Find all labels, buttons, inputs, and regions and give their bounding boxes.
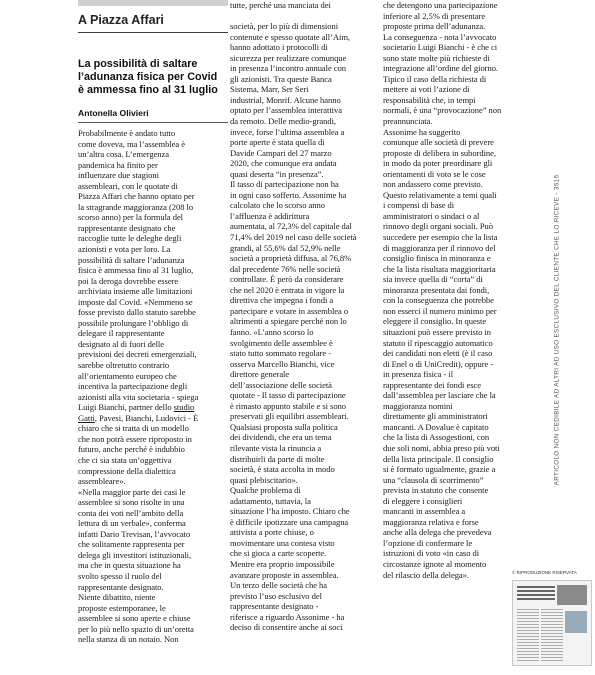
text-line: quotate - Il tasso di partecipazione	[230, 390, 346, 401]
text-line: infatti Dario Trevisan, l’avvocato	[78, 528, 191, 539]
text-line: dall’assemblea per lasciare che la	[383, 390, 496, 401]
text-line: assembleare».	[78, 476, 126, 487]
text-line: archiviata insieme alle limitazioni	[78, 286, 193, 297]
text-line: influenzare due stagioni	[78, 170, 159, 181]
text-line: distribuirli da parte di molte	[230, 453, 325, 464]
text-line: Davide Campari del 27 marzo	[230, 147, 332, 158]
text-line: direttore generale	[230, 369, 290, 380]
text-line: svolto spesso il ruolo del	[78, 570, 162, 581]
text-line: che la lista risultata maggioritaria	[383, 263, 496, 274]
text-line: attivista a porte chiuse, o	[230, 527, 314, 538]
text-line: due soli nomi, abbia preso più voti	[383, 442, 500, 453]
text-line: 71,4% del 2019 nel caso delle società	[230, 232, 357, 243]
text-line: Gatti, Pavesi, Bianchi, Ludovici - È	[78, 412, 199, 423]
text-line: istruzioni di voto «in caso di	[383, 548, 480, 559]
text-line: la stragrande maggioranza (208 lo	[78, 201, 194, 212]
text-line: stato tutto sommato regolare -	[230, 348, 332, 359]
text-line: dei candidati non eletti (è il caso	[383, 348, 493, 359]
article-column-3	[383, 0, 501, 580]
text-line: gli azionisti. Tra queste Banca	[230, 73, 332, 84]
text-line: rinnovo degli organi sociali. Può	[383, 221, 494, 232]
text-line: mancanti in assemblea a	[383, 506, 466, 517]
text-line: poi la deroga dovrebbe essere	[78, 275, 179, 286]
text-line: lettura di un verbale», conferma	[78, 518, 186, 529]
text-line: movimentare una contesa visto	[230, 537, 335, 548]
text-line: preannunciata.	[383, 116, 433, 127]
text-line: eleggere il consiglio. In queste	[383, 316, 487, 327]
text-line: della lista principale. Il consiglio	[383, 453, 494, 464]
text-line: come doveva, ma l’assemblea è	[78, 138, 186, 149]
text-line: da remoto. Delle medio-grandi,	[230, 116, 337, 127]
text-line: pandemica ha finito per	[78, 159, 158, 170]
text-line: proposte estemporanee, le	[78, 602, 166, 613]
text-line: Tipico il caso della richiesta di	[383, 73, 487, 84]
text-line: società a proprietà diffusa, al 76,8%	[230, 253, 352, 264]
side-note-text: ARTICOLO NON CEDIBILE AD ALTRI AD USO ESCLUSIVO DEL CLIENTE CHE LO RICEVE - 3616	[553, 174, 561, 486]
text-line: normali, è una “provocazione” non	[383, 105, 502, 116]
text-line: l’affluenza è addirittura	[230, 210, 310, 221]
text-line: Niente dibattito, niente	[78, 592, 156, 603]
headline-line: l’adunanza fisica per Covid	[78, 71, 218, 84]
article-column-2	[230, 0, 357, 633]
text-line: rilevante vista la rinuncia a	[230, 442, 322, 453]
text-line: Un terzo delle società che ha	[230, 580, 328, 591]
text-line: altrimenti a spiegare perché non lo	[230, 316, 347, 327]
text-line: porte aperte è stata quella di	[230, 137, 325, 148]
text-line: una “clausola di scorrimento”	[383, 474, 484, 485]
text-line: i compensi di base di	[383, 200, 455, 211]
text-line: un’altra cosa. L’emergenza	[78, 149, 170, 160]
text-line: azionisti e vota per loro. La	[78, 244, 171, 255]
text-line: che si gioca a carte scoperte.	[230, 548, 327, 559]
text-line	[230, 11, 357, 22]
text-line: ma che in questa situazione ha	[78, 560, 181, 571]
text-line: 2020, che comunque era andata	[230, 158, 337, 169]
text-line: assemblee si sono aperte e chiuse	[78, 613, 191, 624]
text-line: è rimasto appunto stabile e si sono	[230, 400, 346, 411]
text-line: che la lista di Assogestioni, con	[383, 432, 490, 443]
text-line: Il tasso di partecipazione non ha	[230, 179, 339, 190]
text-line: proposte di delibera in subordine,	[383, 147, 496, 158]
text-line: maggioranza relativa e forse	[383, 516, 479, 527]
thumbnail-column	[517, 609, 539, 661]
text-line: maggioranza nomini	[383, 400, 453, 411]
text-line: quasi plebiscitario».	[230, 474, 298, 485]
thumbnail-photo	[557, 585, 587, 605]
text-line: situazioni può essere previsto in	[383, 326, 492, 337]
text-line: dei dividendi, che era un tema	[230, 432, 332, 443]
text-line: che detengono una partecipazione	[383, 0, 498, 10]
text-line: hanno adottato i protocolli di	[230, 42, 328, 53]
text-line: Sistema, Marr, Ser Seri	[230, 84, 309, 95]
text-line: rappresentante designato che	[78, 222, 176, 233]
text-line: direttiva che impegna i fondi a	[230, 295, 334, 306]
text-line: partecipare e votare in assemblea o	[230, 305, 349, 316]
text-line: è difficile ipotizzare una campagna	[230, 516, 349, 527]
thumbnail-column	[541, 609, 563, 661]
text-line: si è formato ugualmente, grazie a	[383, 464, 496, 475]
text-line: inferiore al 2,5% di presentare	[383, 10, 486, 21]
text-line: assemblee si sono risolte in una	[78, 497, 185, 508]
text-line: mettere ai voti l’azione di	[383, 84, 470, 95]
text-line: direttamente gli amministratori	[383, 411, 488, 422]
text-line: svolgimento delle assemblee è	[230, 337, 333, 348]
text-line: anche alla delega che prevedeva	[383, 527, 492, 538]
text-line: Questo relativamente a temi quali	[383, 189, 497, 200]
text-line: sicurezza per realizzare comunque	[230, 52, 347, 63]
text-line: optato per l’assemblea interattiva	[230, 105, 342, 116]
text-line: non andassero come previsto.	[383, 179, 483, 190]
text-line: adattamento, tuttavia, la	[230, 495, 311, 506]
text-line: circostanze ignote al momento	[383, 558, 487, 569]
text-line: assembleari, con le quotate di	[78, 180, 178, 191]
text-line: quasi deserta “in presenza”.	[230, 168, 324, 179]
byline: Antonella Olivieri	[78, 108, 149, 118]
text-line: preservati gli equilibri assembleari.	[230, 411, 349, 422]
text-line: statuto il ripescaggio automatico	[383, 337, 493, 348]
text-line: di eleggere i consiglieri	[383, 495, 463, 506]
text-line: nella stanza di un notaio. Non	[78, 634, 179, 645]
text-line: amministratori o sindaci o al	[383, 210, 480, 221]
text-line: fanno. «L’anno scorso lo	[230, 326, 314, 337]
text-line: consiglio finisca in minoranza e	[383, 253, 491, 264]
text-line: fisica è ammessa fino al 31 luglio,	[78, 265, 194, 276]
text-line: del rilascio della delega».	[383, 569, 469, 580]
article-headline	[78, 58, 230, 98]
text-line: che solitamente rappresenta per	[78, 539, 185, 550]
headline-line: è ammessa fino al 31 luglio	[78, 84, 218, 97]
text-line: osserva Marcello Bianchi, vice	[230, 358, 335, 369]
text-line: in presenza l’incontro annuale con	[230, 63, 347, 74]
text-line: di maggioranza per il rinnovo del	[383, 242, 496, 253]
text-line: per lo più nello spazio di un’oretta	[78, 623, 194, 634]
text-line: sarebbe oltretutto contrario	[78, 360, 170, 371]
text-line: tutte, perché una manciata dei	[230, 0, 331, 10]
reproduction-note: © RIPRODUZIONE RISERVATA	[512, 570, 577, 575]
text-line: rappresentante dei fondi esce	[383, 379, 481, 390]
text-line: sia invece quella di “corta” di	[383, 274, 483, 285]
text-line: in ogni caso sofferto. Assonime ha	[230, 189, 347, 200]
text-line: di Enel o di UniCredit), oppure -	[383, 358, 494, 369]
text-line: societario Luigi Bianchi - è che ci	[383, 42, 498, 53]
text-line: Probabilmente è andato tutto	[78, 128, 176, 138]
text-line: rappresentante designato.	[78, 581, 164, 592]
top-rule	[78, 0, 228, 6]
text-line: incentiva la partecipazione degli	[78, 381, 188, 392]
text-line: integrazione all’ordine del giorno.	[383, 63, 499, 74]
text-line: in modo da poter preordinare gli	[383, 158, 493, 169]
text-line: controllate. È però da considerare	[230, 274, 344, 285]
text-line: contenute e spesso quotate all’Aim,	[230, 31, 351, 42]
page-thumbnail	[512, 580, 592, 666]
text-line: proposte prima dell’adunanza.	[383, 21, 486, 32]
text-line: delega gli investitori istituzionali,	[78, 549, 192, 560]
text-line: raccoglie tutte le deleghe degli	[78, 233, 182, 244]
text-line: delegare il rappresentante	[78, 328, 165, 339]
text-line: in presenza fisica - il	[383, 369, 454, 380]
text-line: orientamenti di voto se le cose	[383, 168, 486, 179]
text-line: possibilità di saltare l’adunanza	[78, 254, 185, 265]
text-line: grandi, al 55,6% dal 52,9% nelle	[230, 242, 341, 253]
text-line: scorso anno) per la formula del	[78, 212, 184, 223]
rubric-rule	[78, 32, 228, 33]
text-line: che non potrà essere riproposto in	[78, 433, 192, 444]
text-line: industrial, Monrif. Alcune hanno	[230, 94, 341, 105]
text-line: La conseguenza - nota l’avvocato	[383, 31, 497, 42]
text-line: deciso di consentire anche ai soci	[230, 622, 343, 633]
text-line: Qualsiasi proposta sulla politica	[230, 421, 338, 432]
text-line: previsioni dei decreti emergenziali,	[78, 349, 197, 360]
text-line: società, per lo più di dimensioni	[230, 21, 339, 32]
text-line: compressione della dialettica	[78, 465, 176, 476]
text-line: mancanti. A Dovalue è capitato	[383, 421, 489, 432]
text-line: invece, forse l’ultima assemblea a	[230, 126, 345, 137]
text-line: Mentre era proprio impossibile	[230, 558, 335, 569]
text-line: conta dei voti nell’ambito della	[78, 507, 184, 518]
text-line: comunque alle società di prevere	[383, 137, 494, 148]
text-line: riferisce a riguardo Assonime - ha	[230, 611, 345, 622]
text-line: società, è stata accolta in modo	[230, 464, 335, 475]
text-line: non esserci il numero minimo per	[383, 305, 497, 316]
text-line: l’opzione di confermare le	[383, 537, 473, 548]
text-line: chiaro che si tratta di un modello	[78, 423, 189, 434]
text-line: con la conseguenza che potrebbe	[383, 295, 494, 306]
text-line: all’orientamento europeo che	[78, 370, 177, 381]
text-line: prevista in statuto che consente	[383, 485, 489, 496]
text-line: Piazza Affari che hanno optato per	[78, 191, 195, 202]
text-line: sono state molte più richieste di	[383, 52, 490, 63]
text-line: responsabilità che, in tempi	[383, 94, 476, 105]
section-rubric: A Piazza Affari	[78, 13, 164, 27]
text-line: situazione l’ha imposto. Chiaro che	[230, 506, 350, 517]
text-line: previsto l’uso esclusivo del	[230, 590, 322, 601]
text-line: designato al di fuori delle	[78, 338, 164, 349]
text-line: rappresentante designato -	[230, 601, 319, 612]
text-line: succedere per esempio che la lista	[383, 232, 498, 243]
thumbnail-chart	[565, 611, 587, 633]
text-line: «Nella maggior parte dei casi le	[78, 486, 186, 497]
text-line: minoranza presentata dai fondi,	[383, 284, 490, 295]
text-line: futuro, anche perché è indubbio	[78, 444, 185, 455]
text-line: dell’associazione delle società	[230, 379, 332, 390]
text-line: che nel 2020 è entrata in vigore la	[230, 284, 345, 295]
text-line: fosse previsto dallo statuto sarebbe	[78, 307, 196, 318]
text-line: dal precedente 76% nelle società	[230, 263, 341, 274]
text-line: calcolato che lo scorso anno	[230, 200, 325, 211]
text-line: aumentata, al 72,3% del capitale dal	[230, 221, 352, 232]
text-line: Assonime ha suggerito	[383, 126, 461, 137]
headline-line: La possibilità di saltare	[78, 58, 198, 70]
text-line: possibile prolungare l’obbligo di	[78, 317, 189, 328]
text-line: Luigi Bianchi, partner dello studio	[78, 402, 195, 413]
text-line: Qualche problema di	[230, 485, 301, 496]
text-line: che ci sia stata un’oggettiva	[78, 454, 172, 465]
text-line: avanzare proposte in assemblea.	[230, 569, 339, 580]
text-line: azionisti alla vita societaria - spiega	[78, 391, 199, 402]
byline-rule	[78, 122, 228, 123]
text-line: imposte dal Covid. «Nemmeno se	[78, 296, 193, 307]
article-column-1	[78, 128, 198, 645]
thumbnail-title	[517, 586, 555, 600]
